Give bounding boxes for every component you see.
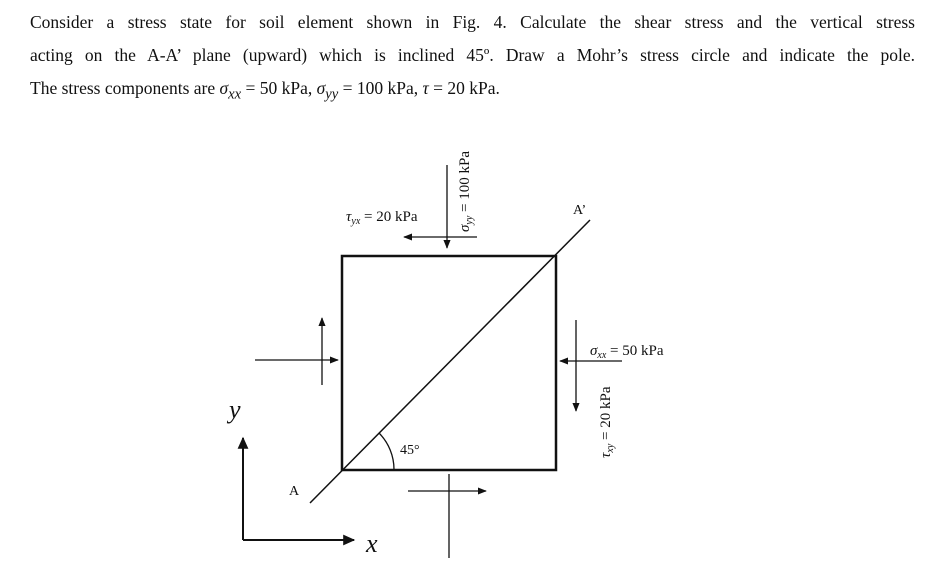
sigma-yy-label [457,151,475,232]
sigma-yy-symbol: σ [316,78,326,98]
angle-arc-45 [379,433,394,470]
tau-value: = 20 kPa. [428,78,500,98]
tau-yx-value: = 20 kPa [360,209,418,225]
sigma-xx-label [590,343,664,361]
sigma-yy-fig-value: = 100 kPa [457,150,473,216]
problem-line-1: Consider a stress state for soil element shown in Fig. 4. Calculate the shear stress and the vertical stress [30,12,915,32]
problem-line-2: acting on the A-A’ plane (upward) which is inclined 45º. Draw a Mohr’s stress circle and indicate the pole. [30,45,915,65]
tau-yx-subscript: yx [351,216,361,227]
angle-label: 45° [400,443,420,458]
y-axis-label: y [229,395,241,424]
sigma-yy-value: = 100 kPa, [338,78,423,98]
sigma-yy-fig-symbol: σ [457,224,473,232]
tau-xy-subscript: xy [605,443,616,453]
sigma-xx-symbol: σ [219,78,229,98]
plane-a-a-prime-line [310,220,590,503]
sigma-xx-subscript: xx [228,86,242,103]
point-a-prime-label: A’ [573,203,587,218]
tau-xy-value: = 20 kPa [598,386,614,444]
problem-line-3-prefix: The stress components are [30,78,220,98]
sigma-xx-fig-value: = 50 kPa [606,343,664,359]
x-axis-label: x [366,529,378,558]
point-a-label: A [289,484,300,499]
sigma-xx-fig-subscript: xx [597,350,607,361]
sigma-yy-subscript: yy [325,86,339,103]
sigma-xx-value: = 50 kPa, [241,78,317,98]
sigma-yy-fig-subscript: yy [464,215,475,225]
tau-xy-label [598,386,616,458]
tau-symbol: τ [422,78,429,98]
tau-xy-symbol: τ [598,452,614,458]
sigma-xx-fig-symbol: σ [590,343,598,359]
tau-yx-label [346,209,418,227]
tau-yx-symbol: τ [346,209,352,225]
